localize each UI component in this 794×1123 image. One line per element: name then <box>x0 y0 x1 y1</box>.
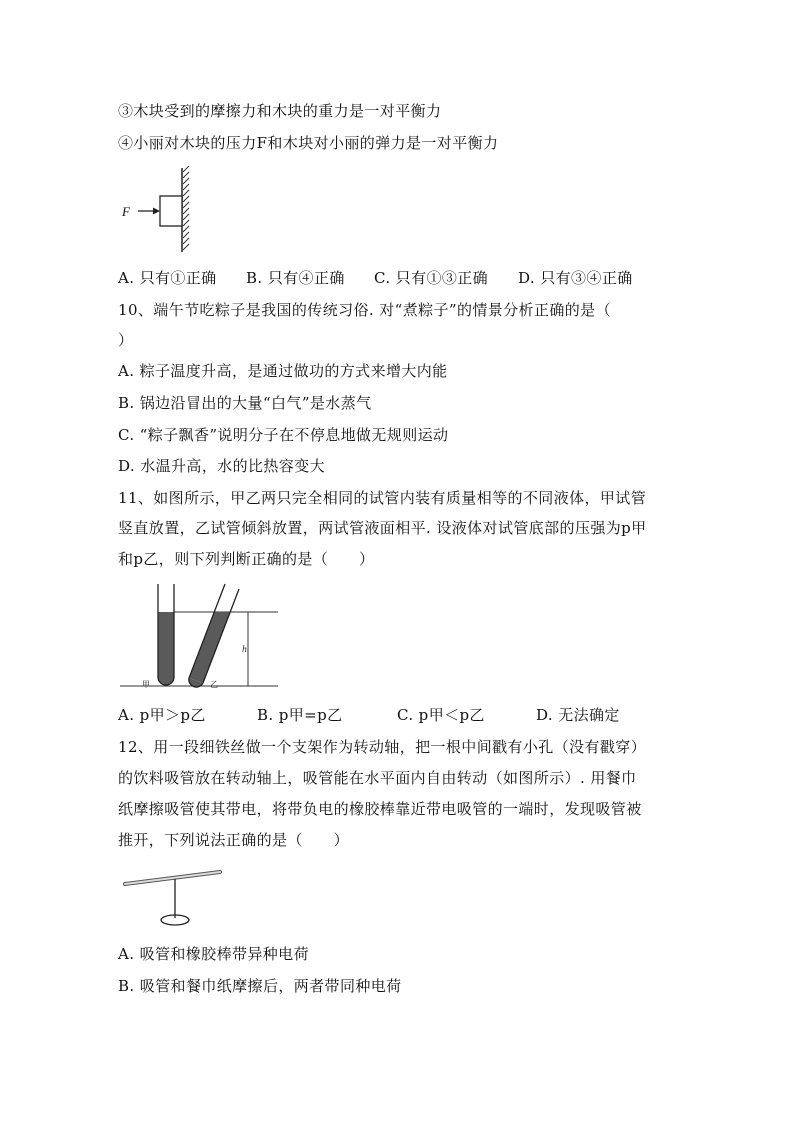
q10-option-a[interactable]: A. 粽子温度升高，是通过做功的方式来增大内能 <box>118 362 448 380</box>
q11-stem-line-3: 和p乙，则下列判断正确的是（ ） <box>118 550 375 568</box>
q10-option-b[interactable]: B. 锅边沿冒出的大量“白气”是水蒸气 <box>118 394 372 412</box>
q10-stem-line-2: ） <box>118 331 134 349</box>
q12-stem-line-4: 推开，下列说法正确的是（ ） <box>118 831 350 849</box>
q9-option-a[interactable]: A. 只有①正确 <box>118 269 217 287</box>
q9-option-c[interactable]: C. 只有①③正确 <box>374 269 489 287</box>
q10-option-c[interactable]: C. “粽子飘香”说明分子在不停息地做无规则运动 <box>118 426 449 444</box>
q11-stem-line-1: 11、如图所示，甲乙两只完全相同的试管内装有质量相等的不同液体，甲试管 <box>118 489 647 507</box>
q11-label-jia: 甲 <box>142 680 150 689</box>
q12-stem-line-1: 12、用一段细铁丝做一个支架作为转动轴，把一根中间戳有小孔（没有戳穿） <box>118 738 647 756</box>
q11-stem-line-2: 竖直放置，乙试管倾斜放置，两试管液面相平. 设液体对试管底部的压强为p甲 <box>118 519 647 537</box>
q9-option-d[interactable]: D. 只有③④正确 <box>518 269 633 287</box>
q12-option-b[interactable]: B. 吸管和餐巾纸摩擦后，两者带同种电荷 <box>118 977 402 995</box>
q11-label-yi: 乙 <box>210 680 218 689</box>
q11-option-c[interactable]: C. p甲＜p乙 <box>397 706 485 724</box>
q12-stem-line-2: 的饮料吸管放在转动轴上，吸管能在水平面内自由转动（如图所示）. 用餐巾 <box>118 769 637 787</box>
q9-option-b[interactable]: B. 只有④正确 <box>246 269 345 287</box>
q9-statement-3: ③木块受到的摩擦力和木块的重力是一对平衡力 <box>118 102 442 120</box>
q12-option-a[interactable]: A. 吸管和橡胶棒带异种电荷 <box>118 945 309 963</box>
q11-option-d[interactable]: D. 无法确定 <box>536 706 620 724</box>
q11-option-a[interactable]: A. p甲＞p乙 <box>118 706 206 724</box>
q12-stem-line-3: 纸摩擦吸管使其带电，将带负电的橡胶棒靠近带电吸管的一端时，发现吸管被 <box>118 800 642 818</box>
q11-label-h: h <box>242 645 248 654</box>
q11-test-tubes-figure <box>118 582 283 692</box>
q9-statement-4: ④小丽对木块的压力F和木块对小丽的弹力是一对平衡力 <box>118 134 499 152</box>
q9-wall-block-figure <box>118 166 198 256</box>
q12-straw-stand-figure <box>118 866 228 930</box>
q10-stem-line-1: 10、端午节吃粽子是我国的传统习俗. 对“煮粽子”的情景分析正确的是（ <box>118 301 611 319</box>
q10-option-d[interactable]: D. 水温升高，水的比热容变大 <box>118 457 326 475</box>
q11-option-b[interactable]: B. p甲=p乙 <box>257 706 343 724</box>
q9-force-label: F <box>122 204 130 219</box>
